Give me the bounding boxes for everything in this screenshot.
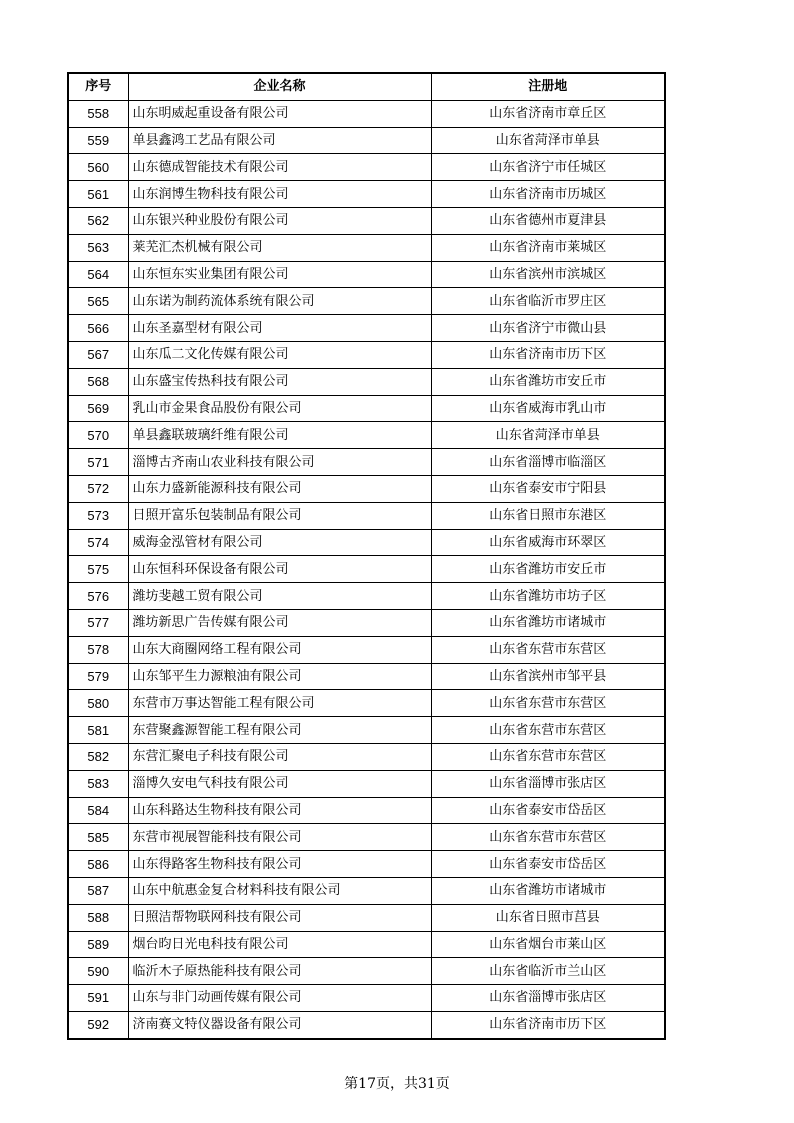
table-row [68,877,665,904]
table-row [68,985,665,1012]
registered-place: 山东省济宁市微山县 [431,315,665,342]
company-name: 山东瓜二文化传媒有限公司 [128,341,431,368]
registered-place: 山东省东营市东营区 [431,743,665,770]
enterprise-table [67,72,666,1040]
registered-place: 山东省济南市历下区 [431,341,665,368]
registered-place: 山东省泰安市岱岳区 [431,797,665,824]
row-seq: 576 [68,583,128,610]
row-seq: 577 [68,609,128,636]
company-name: 东营聚鑫源智能工程有限公司 [128,717,431,744]
table-row [68,904,665,931]
table-row [68,100,665,127]
row-seq: 585 [68,824,128,851]
company-name: 山东力盛新能源科技有限公司 [128,475,431,502]
registered-place: 山东省东营市东营区 [431,690,665,717]
table-row [68,181,665,208]
row-seq: 570 [68,422,128,449]
registered-place: 山东省东营市东营区 [431,824,665,851]
row-seq: 578 [68,636,128,663]
table-row [68,797,665,824]
row-seq: 580 [68,690,128,717]
row-seq: 587 [68,877,128,904]
company-name: 山东中航惠金复合材料科技有限公司 [128,877,431,904]
row-seq: 567 [68,341,128,368]
table-row [68,341,665,368]
registered-place: 山东省潍坊市坊子区 [431,583,665,610]
company-name: 单县鑫联玻璃纤维有限公司 [128,422,431,449]
row-seq: 583 [68,770,128,797]
table-row [68,449,665,476]
row-seq: 581 [68,717,128,744]
row-seq: 558 [68,100,128,127]
registered-place: 山东省潍坊市安丘市 [431,556,665,583]
row-seq: 565 [68,288,128,315]
company-name: 山东恒东实业集团有限公司 [128,261,431,288]
table-row [68,931,665,958]
registered-place: 山东省济南市历城区 [431,181,665,208]
registered-place: 山东省济南市历下区 [431,1011,665,1038]
header-seq: 序号 [68,73,128,100]
company-name: 日照洁帮物联网科技有限公司 [128,904,431,931]
table-row [68,743,665,770]
company-name: 东营汇聚电子科技有限公司 [128,743,431,770]
row-seq: 573 [68,502,128,529]
registered-place: 山东省济宁市任城区 [431,154,665,181]
registered-place: 山东省泰安市岱岳区 [431,851,665,878]
registered-place: 山东省潍坊市安丘市 [431,368,665,395]
row-seq: 586 [68,851,128,878]
row-seq: 559 [68,127,128,154]
table-row [68,288,665,315]
table-row [68,770,665,797]
company-name: 山东恒科环保设备有限公司 [128,556,431,583]
company-name: 单县鑫鸿工艺品有限公司 [128,127,431,154]
row-seq: 571 [68,449,128,476]
company-name: 乳山市金果食品股份有限公司 [128,395,431,422]
registered-place: 山东省济南市章丘区 [431,100,665,127]
company-name: 烟台昀日光电科技有限公司 [128,931,431,958]
company-name: 临沂木子原热能科技有限公司 [128,958,431,985]
registered-place: 山东省泰安市宁阳县 [431,475,665,502]
company-name: 山东诺为制药流体系统有限公司 [128,288,431,315]
registered-place: 山东省济南市莱城区 [431,234,665,261]
registered-place: 山东省东营市东营区 [431,717,665,744]
registered-place: 山东省滨州市邹平县 [431,663,665,690]
company-name: 山东大商圈网络工程有限公司 [128,636,431,663]
row-seq: 592 [68,1011,128,1038]
registered-place: 山东省德州市夏津县 [431,207,665,234]
table-header-row [68,73,665,100]
company-name: 东营市万事达智能工程有限公司 [128,690,431,717]
registered-place: 山东省潍坊市诸城市 [431,609,665,636]
company-name: 威海金泓管材有限公司 [128,529,431,556]
table-row [68,395,665,422]
registered-place: 山东省日照市东港区 [431,502,665,529]
row-seq: 584 [68,797,128,824]
table-row [68,502,665,529]
table-body [68,100,665,1038]
row-seq: 566 [68,315,128,342]
table-row [68,717,665,744]
table-row [68,556,665,583]
table-row [68,609,665,636]
table-row [68,207,665,234]
company-name: 潍坊新思广告传媒有限公司 [128,609,431,636]
row-seq: 564 [68,261,128,288]
company-name: 潍坊斐越工贸有限公司 [128,583,431,610]
company-name: 济南赛文特仪器设备有限公司 [128,1011,431,1038]
table-row [68,690,665,717]
registered-place: 山东省威海市乳山市 [431,395,665,422]
table-row [68,958,665,985]
registered-place: 山东省淄博市临淄区 [431,449,665,476]
table-row [68,368,665,395]
page-number: 第17页，共31页 [344,1076,450,1092]
registered-place: 山东省临沂市兰山区 [431,958,665,985]
row-seq: 563 [68,234,128,261]
registered-place: 山东省菏泽市单县 [431,127,665,154]
table-row [68,127,665,154]
registered-place: 山东省东营市东营区 [431,636,665,663]
company-name: 山东圣嘉型材有限公司 [128,315,431,342]
row-seq: 575 [68,556,128,583]
company-name: 日照开富乐包装制品有限公司 [128,502,431,529]
company-name: 山东得路客生物科技有限公司 [128,851,431,878]
company-name: 淄博古齐南山农业科技有限公司 [128,449,431,476]
row-seq: 589 [68,931,128,958]
registered-place: 山东省烟台市莱山区 [431,931,665,958]
row-seq: 588 [68,904,128,931]
company-name: 山东邹平生力源粮油有限公司 [128,663,431,690]
row-seq: 591 [68,985,128,1012]
row-seq: 560 [68,154,128,181]
company-name: 山东盛宝传热科技有限公司 [128,368,431,395]
row-seq: 582 [68,743,128,770]
registered-place: 山东省滨州市滨城区 [431,261,665,288]
table-row [68,1011,665,1038]
table-row [68,475,665,502]
header-company-name: 企业名称 [128,73,431,100]
company-name: 东营市视展智能科技有限公司 [128,824,431,851]
registered-place: 山东省临沂市罗庄区 [431,288,665,315]
table-row [68,422,665,449]
row-seq: 568 [68,368,128,395]
row-seq: 569 [68,395,128,422]
row-seq: 562 [68,207,128,234]
company-name: 山东润博生物科技有限公司 [128,181,431,208]
header-registered-place: 注册地 [431,73,665,100]
row-seq: 561 [68,181,128,208]
table-row [68,261,665,288]
row-seq: 590 [68,958,128,985]
table-row [68,636,665,663]
registered-place: 山东省威海市环翠区 [431,529,665,556]
registered-place: 山东省菏泽市单县 [431,422,665,449]
company-name: 莱芜汇杰机械有限公司 [128,234,431,261]
row-seq: 574 [68,529,128,556]
table-row [68,663,665,690]
table-row [68,529,665,556]
registered-place: 山东省潍坊市诸城市 [431,877,665,904]
registered-place: 山东省日照市莒县 [431,904,665,931]
company-name: 山东德成智能技术有限公司 [128,154,431,181]
company-name: 山东明威起重设备有限公司 [128,100,431,127]
table-row [68,234,665,261]
table-row [68,851,665,878]
registered-place: 山东省淄博市张店区 [431,770,665,797]
table-row [68,315,665,342]
company-name: 山东科路达生物科技有限公司 [128,797,431,824]
company-name: 山东银兴种业股份有限公司 [128,207,431,234]
company-name: 山东与非门动画传媒有限公司 [128,985,431,1012]
company-name: 淄博久安电气科技有限公司 [128,770,431,797]
table-row [68,154,665,181]
registered-place: 山东省淄博市张店区 [431,985,665,1012]
row-seq: 579 [68,663,128,690]
table-row [68,824,665,851]
row-seq: 572 [68,475,128,502]
table-row [68,583,665,610]
